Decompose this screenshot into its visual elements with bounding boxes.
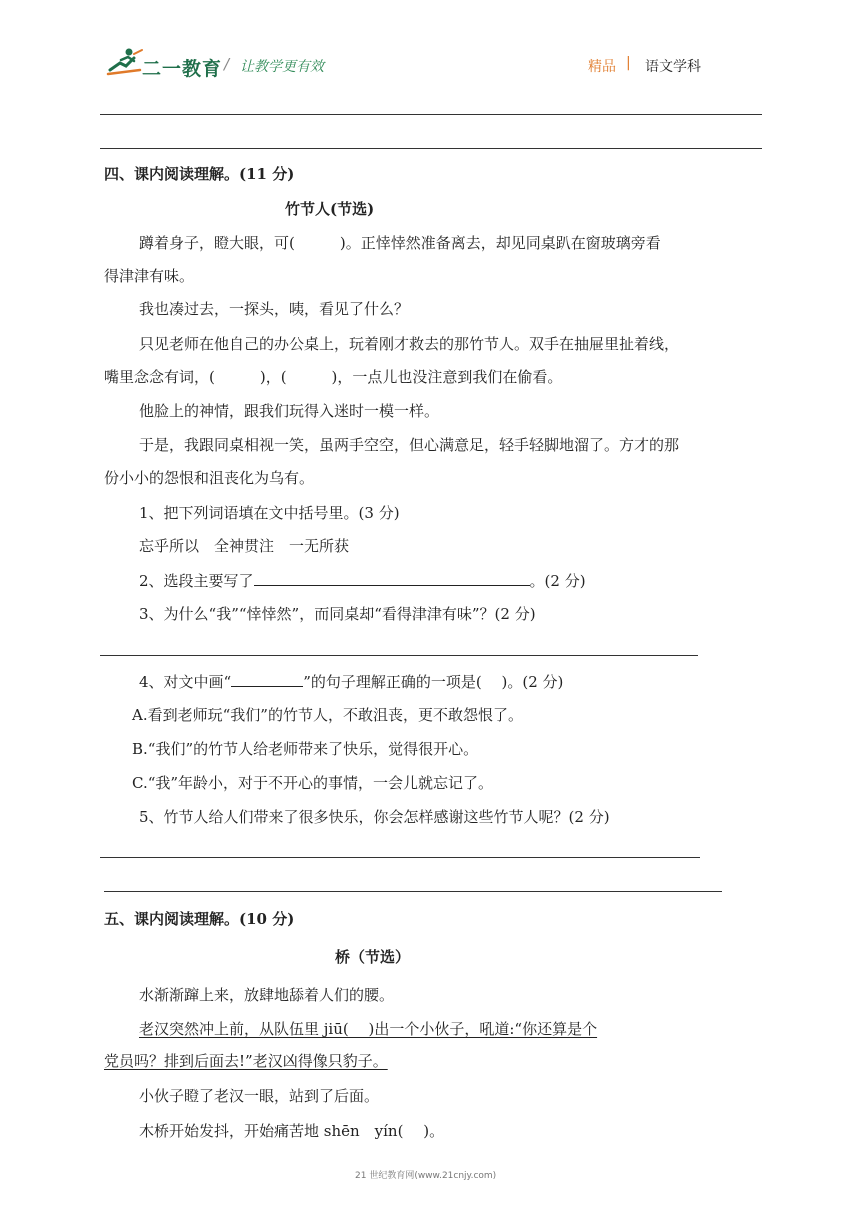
s4-q4-option-b[interactable]: B.“我们”的竹节人给老师带来了快乐，觉得很开心。 <box>132 740 479 758</box>
s4-question4-underline-sample <box>231 670 303 687</box>
header-slogan: 让教学更有效 <box>240 59 324 75</box>
s4-para1-line2: 得津津有味。 <box>104 267 195 285</box>
s4-para1-line1: 蹲着身子，瞪大眼，可( )。正悻悻然准备离去，却见同桌趴在窗玻璃旁看 <box>139 234 661 252</box>
header-subject: 语文学科 <box>645 59 701 75</box>
s5-para2-line2: 党员吗？排到后面去!”老汉凶得像只豹子。 <box>104 1052 388 1070</box>
s4-q5-answer-line[interactable] <box>100 857 700 858</box>
header-badge: 精品 <box>588 59 616 75</box>
s4-question2 <box>139 569 586 592</box>
s4-question2-suffix: 。(2 分) <box>529 572 586 590</box>
logo-text: 二一教育 <box>142 58 223 80</box>
s5-para3: 小伙子瞪了老汉一眼，站到了后面。 <box>139 1087 380 1105</box>
s4-q5-answer-line-2[interactable] <box>104 891 722 892</box>
s4-question1: 1、把下列词语填在文中括号里。(3 分) <box>139 504 400 522</box>
s4-question4 <box>139 670 563 693</box>
header-slash: / <box>224 55 230 73</box>
header-logo <box>104 46 144 78</box>
s4-question2-prefix: 2、选段主要写了 <box>139 572 254 590</box>
runner-logo-icon <box>104 46 144 78</box>
s4-para5-line2: 份小小的怨恨和沮丧化为乌有。 <box>104 469 315 487</box>
s4-para3-line1: 只见老师在他自己的办公桌上，玩着刚才救去的那竹节人。双手在抽屉里扯着线， <box>139 335 680 353</box>
s5-para2-line1: 老汉突然冲上前，从队伍里 jiū( )出一个小伙子，吼道:“你还算是个 <box>139 1020 598 1038</box>
s4-q4-option-c[interactable]: C.“我”年龄小，对于不开心的事情，一会儿就忘记了。 <box>132 774 494 792</box>
s4-question5: 5、竹节人给人们带来了很多快乐，你会怎样感谢这些竹节人呢？(2 分) <box>139 808 610 826</box>
s4-q3-answer-line[interactable] <box>100 655 698 656</box>
section4-title: 竹节人(节选) <box>285 200 375 218</box>
footer-text: 21 世纪教育网(www.21cnjy.com) <box>355 1171 497 1181</box>
s4-question2-blank[interactable] <box>254 569 530 586</box>
s5-para1: 水渐渐蹿上来，放肆地舔着人们的腰。 <box>139 986 395 1004</box>
header-separator: | <box>626 55 631 71</box>
s4-q4-option-a[interactable]: A.看到老师玩“我们”的竹节人，不敢沮丧，更不敢怨恨了。 <box>132 706 523 724</box>
s4-question3: 3、为什么“我”“悻悻然”，而同桌却“看得津津有味”？(2 分) <box>139 605 536 623</box>
answer-line-top <box>100 114 762 115</box>
s4-para3-line2: 嘴里念念有词，( )，( )，一点儿也没注意到我们在偷看。 <box>104 368 563 386</box>
section5-heading: 五、课内阅读理解。(10 分) <box>104 910 295 928</box>
s4-para2: 我也凑过去，一探头，咦，看见了什么？ <box>139 300 410 318</box>
section4-heading: 四、课内阅读理解。(11 分) <box>104 165 295 183</box>
s4-para4: 他脸上的神情，跟我们玩得入迷时一模一样。 <box>139 402 440 420</box>
s5-para4: 木桥开始发抖，开始痛苦地 shēn yín( )。 <box>139 1122 445 1140</box>
section5-title: 桥（节选） <box>335 948 411 966</box>
s4-question4-suffix: ”的句子理解正确的一项是( )。(2 分) <box>303 673 564 691</box>
s4-question4-prefix: 4、对文中画“ <box>139 673 232 691</box>
s4-question1-words: 忘乎所以 全神贯注 一无所获 <box>139 537 350 555</box>
divider-line <box>100 148 762 149</box>
s4-para5-line1: 于是，我跟同桌相视一笑，虽两手空空，但心满意足，轻手轻脚地溜了。方才的那 <box>139 436 680 454</box>
